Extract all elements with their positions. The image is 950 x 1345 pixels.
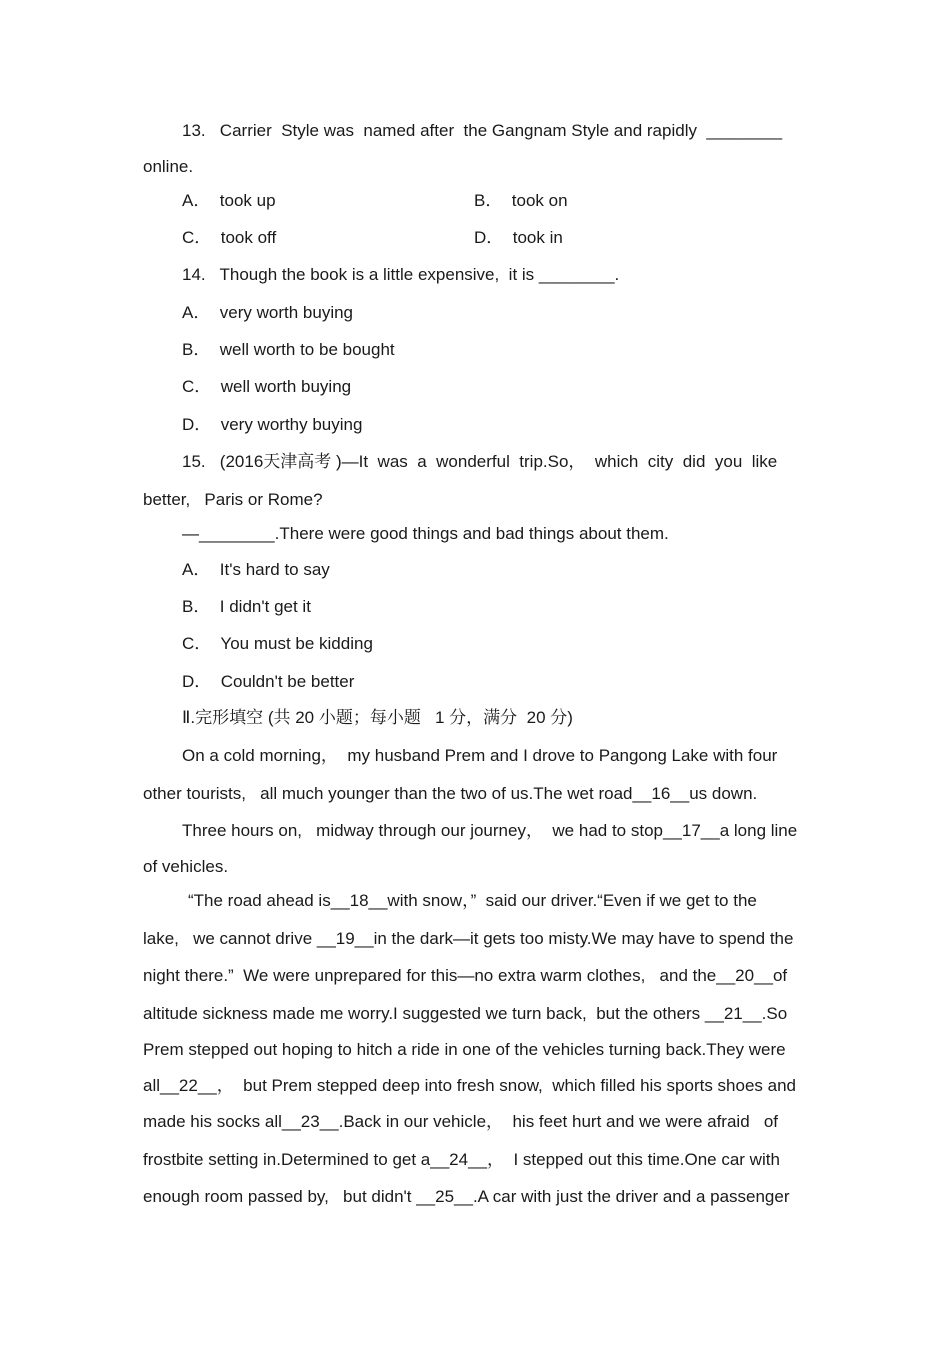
q13-option-d: D． took in (474, 228, 563, 247)
question-15-stem-cont: better, Paris or Rome? (143, 490, 323, 509)
passage-line: of vehicles. (143, 857, 229, 876)
question-14-stem: 14. Though the book is a little expensive, it is ________. (182, 265, 620, 284)
q14-option-d: D． very worthy buying (182, 415, 363, 434)
section-2-heading: Ⅱ.完形填空 (共 20 小题；每小题 1 分，满分 20 分) (182, 708, 573, 727)
question-15-reply: —________.There were good things and bad things about them. (182, 524, 669, 543)
q14-option-b: B． well worth to be bought (182, 340, 395, 359)
passage-line: Three hours on, midway through our journey， we had to stop__17__a long line (182, 821, 798, 840)
question-13-stem: 13. Carrier Style was named after the Gangnam Style and rapidly ________ (182, 121, 783, 140)
passage-line: other tourists, all much younger than the two of us.The wet road__16__us down. (143, 784, 758, 803)
passage-line: made his socks all__23__.Back in our vehicle， his feet hurt and we were afraid of (143, 1112, 779, 1131)
passage-line: lake, we cannot drive __19__in the dark—it gets too misty.We may have to spend the (143, 929, 794, 948)
passage-line: altitude sickness made me worry.I suggested we turn back, but the others __21__.So (143, 1004, 788, 1023)
q14-option-a: A． very worth buying (182, 303, 354, 322)
passage-line: enough room passed by, but didn't __25__.A car with just the driver and a passenger (143, 1187, 790, 1206)
passage-line: frostbite setting in.Determined to get a__24__， I stepped out this time.One car with (143, 1150, 780, 1169)
q15-option-b: B． I didn't get it (182, 597, 311, 616)
q15-option-a: A． It's hard to say (182, 560, 330, 579)
passage-line: night there.” We were unprepared for this—no extra warm clothes, and the__20__of (143, 966, 788, 985)
passage-line: Prem stepped out hoping to hitch a ride in one of the vehicles turning back.They were (143, 1040, 786, 1059)
passage-line: “The road ahead is__18__with snow，” said our driver.“Even if we get to the (188, 891, 757, 910)
question-15-stem: 15. (2016天津高考 )—It was a wonderful trip.So， which city did you like (182, 452, 778, 471)
passage-line: On a cold morning， my husband Prem and I drove to Pangong Lake with four (182, 746, 778, 765)
q13-option-a: A． took up (182, 191, 276, 210)
q15-option-c: C． You must be kidding (182, 634, 373, 653)
q15-option-d: D． Couldn't be better (182, 672, 355, 691)
q14-option-c: C． well worth buying (182, 377, 352, 396)
q13-option-c: C． took off (182, 228, 277, 247)
question-13-stem-cont: online. (143, 157, 194, 176)
q13-option-b: B． took on (474, 191, 568, 210)
passage-line: all__22__， but Prem stepped deep into fresh snow, which filled his sports shoes and (143, 1076, 796, 1095)
